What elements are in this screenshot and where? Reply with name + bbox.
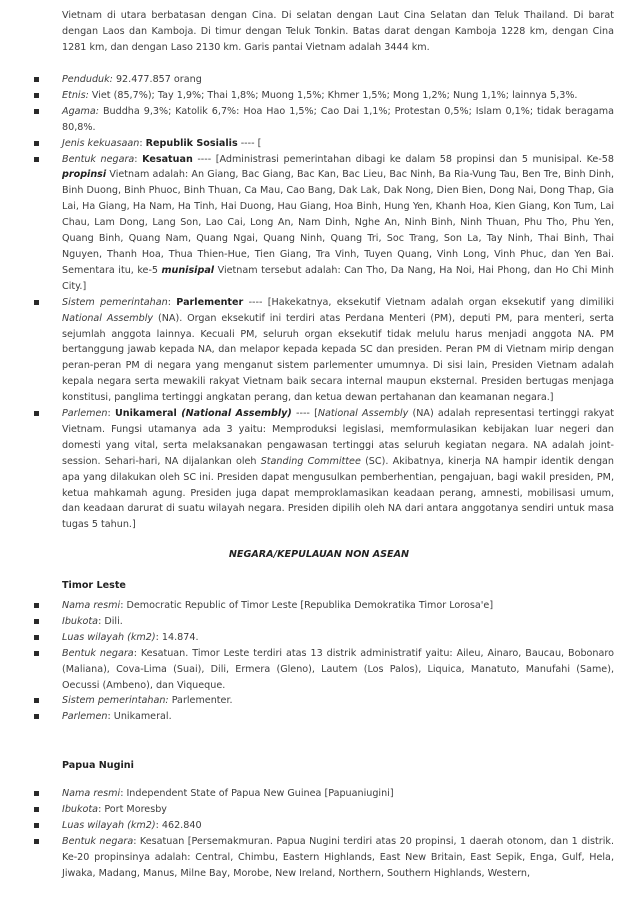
country-title-papua-nugini: Papua Nugini (62, 760, 134, 771)
item-separator: : (139, 137, 146, 149)
item-label: Luas wilayah (km2) (62, 631, 156, 643)
list-item-parlemen (0, 709, 638, 725)
item-bold-value: Unikameral (114, 408, 177, 420)
item-value: 92.477.857 orang (112, 74, 202, 85)
item-label: Bentuk negara (62, 153, 135, 165)
item-emphasis: (National Assembly) (176, 408, 292, 420)
list-item-nama-resmi (0, 786, 638, 802)
vietnam-intro-paragraph: Vietnam di utara berbatasan dengan Cina. Di selatan dengan Laut Cina Selatan dan Teluk Thailand. Di barat dengan Laos dan Kamboja. Di timur dengan Teluk Tonkin. Batas darat dengan Kamboja 1228 km, dengan Cina 1281 km, dan dengan Laso 2130 km. Garis pantai Vietnam adalah 3444 km. (62, 10, 614, 53)
item-label: Parlemen (62, 408, 108, 420)
bullet-icon (34, 157, 39, 162)
list-item-sistem-pemerintahan (0, 295, 638, 406)
timor-leste-facts-list (0, 598, 638, 725)
item-text: ---- [Hakekatnya, eksekutif Vietnam adalah organ eksekutif yang dimiliki (243, 296, 614, 308)
item-label: Ibukota (62, 615, 99, 627)
item-italic: National Assembly (62, 312, 154, 324)
item-separator: : (107, 408, 115, 420)
item-label: Penduduk: (62, 74, 113, 85)
item-value: : 14.874. (155, 631, 199, 643)
item-label: Nama resmi (62, 600, 121, 611)
list-item-bentuk-negara (0, 834, 638, 882)
bullet-icon (34, 141, 39, 146)
item-label: Sistem pemerintahan (62, 296, 168, 308)
list-item-etnis (0, 88, 638, 104)
bullet-icon (34, 619, 39, 624)
list-item-ibukota (0, 614, 638, 630)
bullet-icon (34, 77, 39, 82)
country-title-timor-leste: Timor Leste (62, 580, 126, 591)
item-value: : Unikameral. (107, 711, 172, 723)
item-value: : Dili. (98, 615, 123, 627)
item-text: (NA) adalah representasi tertinggi rakyat Vietnam. Fungsi utamanya ada 3 yaitu: Memproduksi legislasi, memformulasikan kebijakan luar negeri dan domesti yang vital, serta melaksanakan pengawasan tertinggi atas seluruh kegiatan negara. NA adalah joint-session. Sehari-hari, NA dijalankan oleh (62, 408, 614, 467)
item-italic: National Assembly (317, 408, 409, 420)
bullet-icon (34, 93, 39, 98)
item-value: Buddha 9,3%; Katolik 6,7%: Hoa Hao 1,5%; Cao Dai 1,1%; Protestan 0,5%; Islam 0,1%; tidak beragama 80,8%. (62, 105, 614, 133)
item-text: Vietnam tersebut adalah: Can Tho, Da Nang, Ha Noi, Hai Phong, dan Ho Chi Minh City.] (62, 264, 614, 292)
bullet-icon (34, 823, 39, 828)
item-label: Bentuk negara (62, 647, 134, 659)
item-value: : Kesatuan [Persemakmuran. Papua Nugini terdiri atas 20 propinsi, 1 daerah otonom, dan 1 distrik. Ke-20 propinsinya adalah: Central, Chimbu, Eastern Highlands, East New Britain, East Sepik, Enga, Gulf, Hela, Jiwaka, Madang, Manus, Milne Bay, Morobe, New Ireland, Northern, Southern Highlands, Western, (62, 835, 614, 879)
bullet-icon (34, 651, 39, 656)
item-label: Luas wilayah (km2) (62, 819, 156, 831)
item-separator: : (134, 153, 143, 165)
item-text: ---- [Administrasi pemerintahan dibagi ke dalam 58 propinsi dan 5 munisipal. Ke-58 (192, 153, 614, 165)
item-text: (NA). Organ eksekutif ini terdiri atas Perdana Menteri (PM), deputi PM, para menteri, serta sejumlah anggota lainnya. Kecuali PM, seluruh organ eksekutif tidak melulu harus menjadi anggota NA. PM bertanggung jawab kepada NA, dan melapor kepada kepada SC dan presiden. Peran PM di Vietnam mirip dengan peran-peran PM di negara yang menganut sistem parlementer umumnya. Di sisi lain, Presiden Vietnam adalah kepala negara serta mewakili rakyat Vietnam baik secara internal maupun eksternal. Presiden bertugas menjaga konstitusi, panglima tertinggi angkatan perang, dan ketua dewan pertahanan dan keamanan negara.] (62, 312, 614, 404)
item-italic: Standing Committee (260, 455, 361, 467)
item-label: Etnis: (62, 89, 89, 101)
item-separator: : (167, 296, 177, 308)
item-bold-value: Parlementer (176, 296, 244, 308)
item-label: Agama: (62, 105, 99, 117)
bullet-icon (34, 300, 39, 305)
item-value: Parlementer. (168, 695, 233, 707)
item-label: Nama resmi (62, 788, 121, 799)
list-item-sistem-pemerintahan (0, 693, 638, 709)
list-item-bentuk-negara (0, 152, 638, 295)
item-emphasis: munisipal (161, 264, 215, 276)
item-value: : Kesatuan. Timor Leste terdiri atas 13 distrik administratif yaitu: Aileu, Ainaro, Baucau, Bobonaro (Maliana), Cova-Lima (Suai), Dili, Ermera (Gleno), Lautem (Los Palos), Liquica, Manatuto, Manufahi (Same), Oecussi (Ambeno), dan Viqueque. (62, 647, 614, 691)
item-value: : Port Moresby (98, 803, 167, 815)
bullet-icon (34, 839, 39, 844)
bullet-icon (34, 714, 39, 719)
list-item-penduduk (0, 72, 638, 88)
list-item-luas-wilayah (0, 630, 638, 646)
papua-nugini-facts-list (0, 786, 638, 881)
bullet-icon (34, 109, 39, 114)
list-item-agama (0, 104, 638, 136)
list-item-parlemen (0, 406, 638, 533)
item-value: : Democratic Republic of Timor Leste [Republika Demokratika Timor Lorosa'e] (120, 600, 494, 611)
item-label: Sistem pemerintahan: (62, 695, 169, 707)
item-label: Jenis kekuasaan (62, 137, 140, 149)
item-value: : 462.840 (155, 819, 202, 831)
item-text: (SC). Akibatnya, kinerja NA hampir identik dengan apa yang dilakukan oleh SC ini. Presiden dapat mengusulkan pemberhentian, pengajuan, bagi wakil presiden, PM, ketua mahkamah agung. Presiden juga dapat memproklamasikan keadaan perang, amnesti, mobilisasi umum, dan keadaan darurat di suatu wilayah negara. Presiden dipilih oleh NA dari antara anggotanya sendiri untuk masa tugas 5 tahun.] (62, 455, 615, 531)
item-value: : Independent State of Papua New Guinea [Papuaniugini] (120, 788, 394, 799)
bullet-icon (34, 791, 39, 796)
bullet-icon (34, 603, 39, 608)
bullet-icon (34, 411, 39, 416)
bullet-icon (34, 698, 39, 703)
item-text: ---- [ (291, 408, 318, 420)
bullet-icon (34, 635, 39, 640)
item-label: Bentuk negara (62, 835, 134, 847)
bullet-icon (34, 807, 39, 812)
item-bold-value: Republik Sosialis (145, 137, 238, 149)
list-item-luas-wilayah (0, 818, 638, 834)
vietnam-facts-list (0, 72, 638, 533)
list-item-ibukota (0, 802, 638, 818)
item-emphasis: propinsi (62, 169, 107, 181)
item-label: Ibukota (62, 803, 99, 815)
item-value: ---- [ (237, 137, 262, 149)
item-bold-value: Kesatuan (142, 153, 193, 165)
section-title: NEGARA/KEPULAUAN NON ASEAN (228, 549, 410, 560)
item-label: Parlemen (62, 711, 108, 723)
list-item-bentuk-negara (0, 646, 638, 694)
item-text: Vietnam adalah: An Giang, Bac Giang, Bac Kan, Bac Lieu, Bac Ninh, Ba Ria-Vung Tau, Ben Tre, Binh Dinh, Binh Duong, Binh Phuoc, Binh Thuan, Ca Mau, Cao Bang, Dak Lak, Dak Nong, Dien Bien, Dong Nai, Dong Thap, Gia Lai, Ha Giang, Ha Nam, Ha Tinh, Hai Duong, Hau Giang, Hoa Binh, Hung Yen, Khanh Hoa, Kien Giang, Kon Tum, Lai Chau, Lam Dong, Lang Son, Lao Cai, Long An, Nam Dinh, Nghe An, Ninh Binh, Ninh Thuan, Phu Tho, Phu Yen, Quang Binh, Quang Nam, Quang Ngai, Quang Ninh, Quang Tri, Soc Trang, Son La, Tay Ninh, Thai Binh, Thai Nguyen, Thanh Hoa, Thua Thien-Hue, Tien Giang, Tra Vinh, Tuyen Quang, Vinh Long, Vinh Phuc, dan Yen Bai. Sementara itu, ke-5 (62, 169, 614, 276)
list-item-nama-resmi (0, 598, 638, 614)
list-item-jenis-kekuasaan (0, 136, 638, 152)
item-value: Viet (85,7%); Tay 1,9%; Thai 1,8%; Muong 1,5%; Khmer 1,5%; Mong 1,2%; Nung 1,1%; lainnya 5,3%. (88, 89, 578, 101)
